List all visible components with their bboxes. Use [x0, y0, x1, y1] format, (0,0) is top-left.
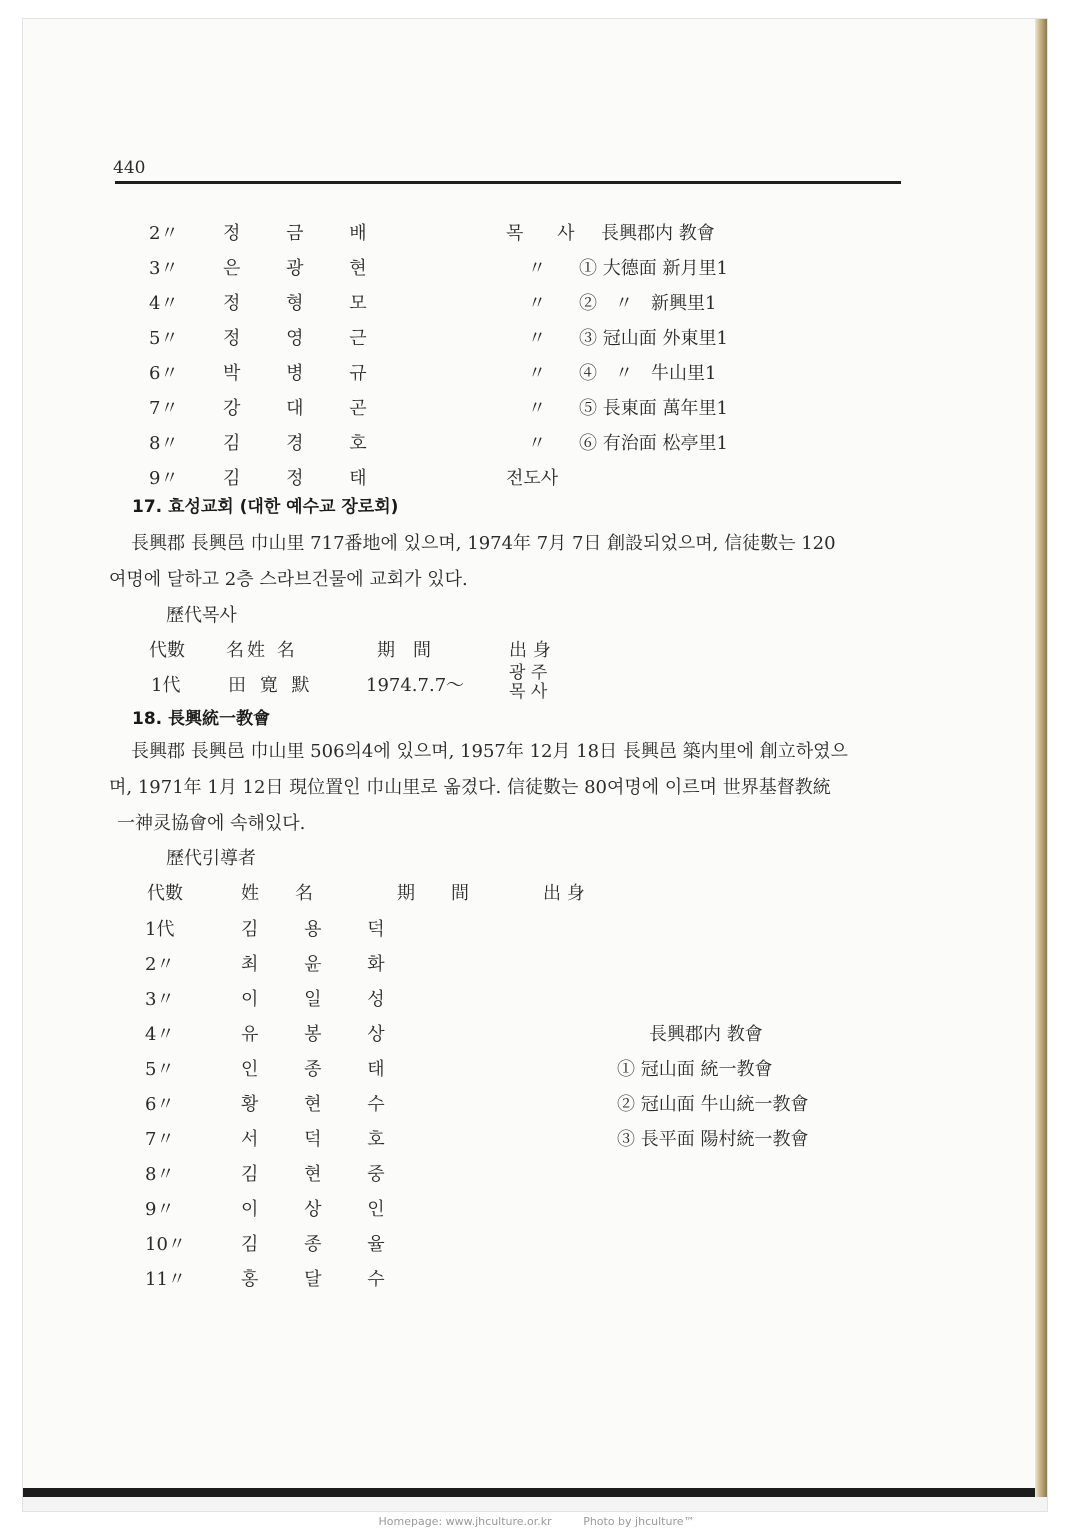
unification-church-item: ② 冠山面 牛山統一教會 — [617, 1094, 809, 1115]
section-18-paragraph-line3: 一神灵協會에 속해있다. — [117, 813, 306, 834]
leader-row-name: 김 현 중 — [241, 1164, 405, 1185]
section-17-col-period: 期 間 — [377, 640, 431, 661]
list-row-title: 〃 — [528, 258, 546, 279]
leader-row-name: 유 봉 상 — [241, 1024, 405, 1045]
section-18-paragraph-line2: 며, 1971年 1月 12日 現位置인 巾山里로 옮겼다. 信徒數는 80여명에 이르며 世界基督教統 — [109, 777, 831, 798]
section-18-col-period: 期 間 — [397, 883, 469, 904]
page-number: 440 — [113, 158, 146, 178]
list-row-title: 〃 — [528, 398, 546, 419]
list-row-generation: 7〃 — [149, 398, 179, 419]
section-17-col-origin: 出 身 — [509, 640, 551, 661]
section-17-col-gen: 代數 — [149, 640, 185, 661]
leader-row-generation: 10〃 — [145, 1234, 186, 1255]
leader-row-generation: 4〃 — [145, 1024, 175, 1045]
list-row-generation: 2〃 — [149, 223, 179, 244]
list-row-name: 김 정 태 — [223, 468, 387, 489]
section-18-col-origin: 出 身 — [543, 883, 585, 904]
section-18-col-name: 姓 名 — [241, 883, 313, 904]
leader-row-generation: 2〃 — [145, 954, 175, 975]
leader-row-name: 인 종 태 — [241, 1059, 405, 1080]
section-17-col-name: 名姓 名 — [226, 640, 298, 661]
footer-homepage: Homepage: www.jhculture.or.kr — [378, 1515, 552, 1528]
list-row-name: 정 금 배 — [223, 223, 387, 244]
leader-row-name: 김 용 덕 — [241, 919, 405, 940]
list-row-title: 목 사 — [506, 223, 589, 244]
section-17-row-name: 田 寛 默 — [228, 675, 314, 696]
leader-row-generation: 6〃 — [145, 1094, 175, 1115]
leader-row-name: 서 덕 호 — [241, 1129, 405, 1150]
list-row-title: 전도사 — [506, 468, 559, 489]
list-row-title: 〃 — [528, 363, 546, 384]
section-17-heading: 17. 효성교회 (대한 예수교 장로회) — [132, 497, 399, 517]
scanned-page — [22, 18, 1048, 1512]
list-row-church: ② 〃 新興里1 — [579, 293, 717, 314]
section-17-row-origin-bottom: 목 사 — [509, 682, 548, 702]
list-row-generation: 3〃 — [149, 258, 179, 279]
list-row-church: 長興郡内 教會 — [601, 223, 715, 244]
section-18-subheading: 歷代引導者 — [166, 848, 256, 869]
list-row-generation: 9〃 — [149, 468, 179, 489]
leader-row-name: 황 현 수 — [241, 1094, 405, 1115]
list-row-name: 박 병 규 — [223, 363, 387, 384]
leader-row-name: 최 윤 화 — [241, 954, 405, 975]
leader-row-generation: 8〃 — [145, 1164, 175, 1185]
leader-row-name: 이 상 인 — [241, 1199, 405, 1220]
leader-row-generation: 11〃 — [145, 1269, 186, 1290]
footer — [0, 1512, 1073, 1532]
leader-row-name: 이 일 성 — [241, 989, 405, 1010]
list-row-generation: 6〃 — [149, 363, 179, 384]
unification-churches-title: 長興郡内 教會 — [649, 1024, 763, 1045]
list-row-name: 정 형 모 — [223, 293, 387, 314]
list-row-title: 〃 — [528, 328, 546, 349]
unification-church-item: ③ 長平面 陽村統一教會 — [617, 1129, 809, 1150]
list-row-name: 김 경 호 — [223, 433, 387, 454]
leader-row-name: 김 종 율 — [241, 1234, 405, 1255]
list-row-generation: 5〃 — [149, 328, 179, 349]
list-row-church: ⑥ 有治面 松亭里1 — [579, 433, 728, 454]
section-18-heading: 18. 長興統一教會 — [132, 709, 271, 729]
header-rule — [115, 181, 901, 184]
leader-row-generation: 3〃 — [145, 989, 175, 1010]
list-row-church: ③ 冠山面 外東里1 — [579, 328, 728, 349]
section-17-paragraph-line2: 여명에 달하고 2층 스라브건물에 교회가 있다. — [109, 569, 468, 590]
leader-row-name: 홍 달 수 — [241, 1269, 405, 1290]
section-18-paragraph-line1: 長興郡 長興邑 巾山里 506의4에 있으며, 1957年 12月 18日 長興邑 築内里에 創立하였으 — [131, 741, 848, 762]
list-row-title: 〃 — [528, 293, 546, 314]
leader-row-generation: 5〃 — [145, 1059, 175, 1080]
list-row-church: ④ 〃 牛山里1 — [579, 363, 717, 384]
section-17-paragraph-line1: 長興郡 長興邑 巾山里 717番地에 있으며, 1974年 7月 7日 創設되었으며, 信徒數는 120 — [131, 533, 836, 554]
unification-church-item: ① 冠山面 統一教會 — [617, 1059, 773, 1080]
footer-photo-credit: Photo by jhculture™ — [583, 1515, 695, 1528]
list-row-generation: 4〃 — [149, 293, 179, 314]
section-17-subheading: 歷代목사 — [166, 605, 237, 626]
list-row-name: 은 광 현 — [223, 258, 387, 279]
list-row-generation: 8〃 — [149, 433, 179, 454]
leader-row-generation: 7〃 — [145, 1129, 175, 1150]
section-17-row-gen: 1代 — [151, 675, 181, 696]
leader-row-generation: 9〃 — [145, 1199, 175, 1220]
list-row-church: ① 大德面 新月里1 — [579, 258, 728, 279]
leader-row-generation: 1代 — [145, 919, 175, 940]
section-17-row-origin-top: 광 주 — [509, 663, 548, 683]
list-row-title: 〃 — [528, 433, 546, 454]
section-18-col-gen: 代數 — [147, 883, 183, 904]
list-row-name: 강 대 곤 — [223, 398, 387, 419]
list-row-church: ⑤ 長東面 萬年里1 — [579, 398, 728, 419]
bottom-edge-bar — [23, 1488, 1035, 1497]
list-row-name: 정 영 근 — [223, 328, 387, 349]
book-spine — [1035, 19, 1047, 1511]
section-17-row-period: 1974.7.7～ — [366, 675, 465, 696]
